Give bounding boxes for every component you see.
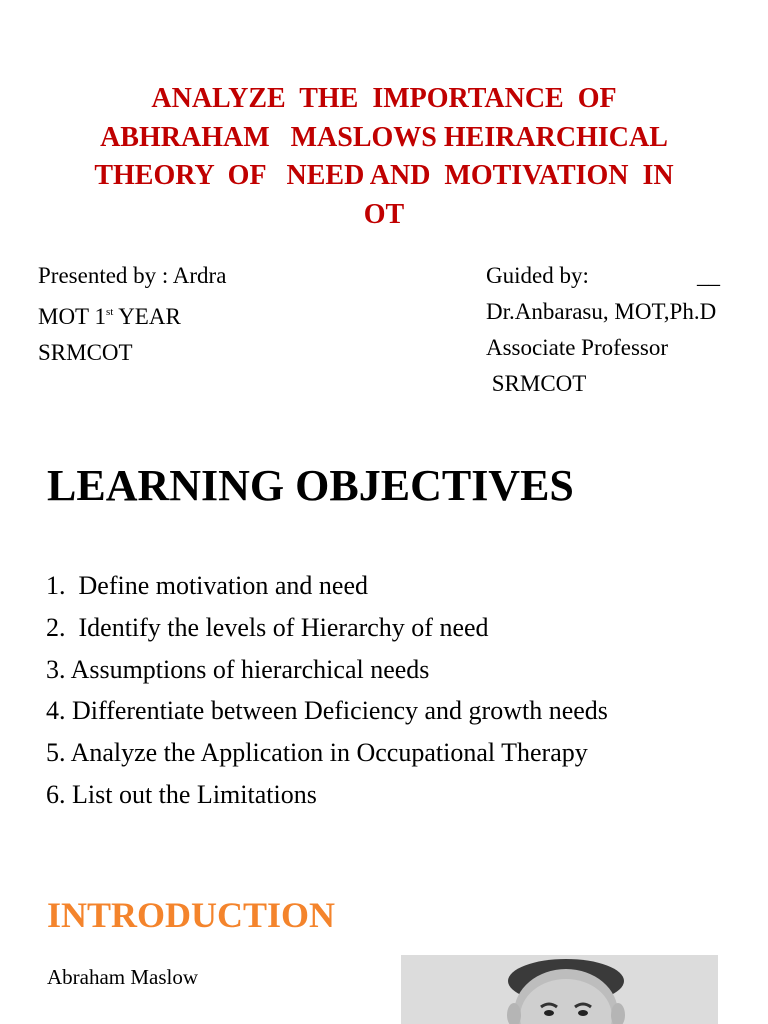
- presenter-course-prefix: MOT 1: [38, 304, 106, 329]
- presenter-course: [38, 294, 226, 335]
- presenter-institution: SRMCOT: [38, 340, 133, 365]
- learning-objectives-heading: LEARNING OBJECTIVES: [47, 461, 574, 510]
- title-line: THEORY OF NEED AND MOTIVATION IN: [94, 160, 674, 191]
- guide-label: Guided by:: [486, 263, 589, 288]
- guide-institution: SRMCOT: [486, 371, 587, 396]
- title-line: ABHRAHAM MASLOWS HEIRARCHICAL: [100, 121, 668, 153]
- objective-item: 1. Define motivation and need: [46, 571, 369, 600]
- introduction-name: Abraham Maslow: [47, 965, 199, 989]
- maslow-photo: [401, 955, 718, 1024]
- title-line: ANALYZE THE IMPORTANCE OF: [151, 83, 617, 114]
- objective-item: 4. Differentiate between Deficiency and growth needs: [46, 696, 608, 726]
- presenter-course-ordinal: st: [105, 306, 114, 318]
- guide-name: Dr.Anbarasu, MOT,Ph.D: [486, 299, 717, 324]
- presenter-name: Presented by : Ardra: [38, 263, 227, 288]
- introduction-heading: INTRODUCTION: [47, 895, 336, 935]
- objective-item: 3. Assumptions of hierarchical needs: [46, 654, 430, 684]
- guide-info: [486, 258, 716, 402]
- objective-item: 5. Analyze the Application in Occupational Therapy: [46, 738, 588, 768]
- presenter-course-suffix: YEAR: [113, 304, 181, 329]
- title-line: OT: [363, 198, 405, 230]
- presenter-info: [38, 258, 226, 371]
- portrait-icon: [401, 955, 718, 1024]
- slide-title: [20, 80, 748, 234]
- learning-objectives-list: [46, 565, 608, 816]
- guide-blank-line: __: [697, 263, 720, 288]
- objective-item: 6. List out the Limitations: [46, 779, 317, 809]
- objective-item: 2. Identify the levels of Hierarchy of need: [46, 612, 489, 642]
- guide-designation: Associate Professor: [486, 335, 669, 360]
